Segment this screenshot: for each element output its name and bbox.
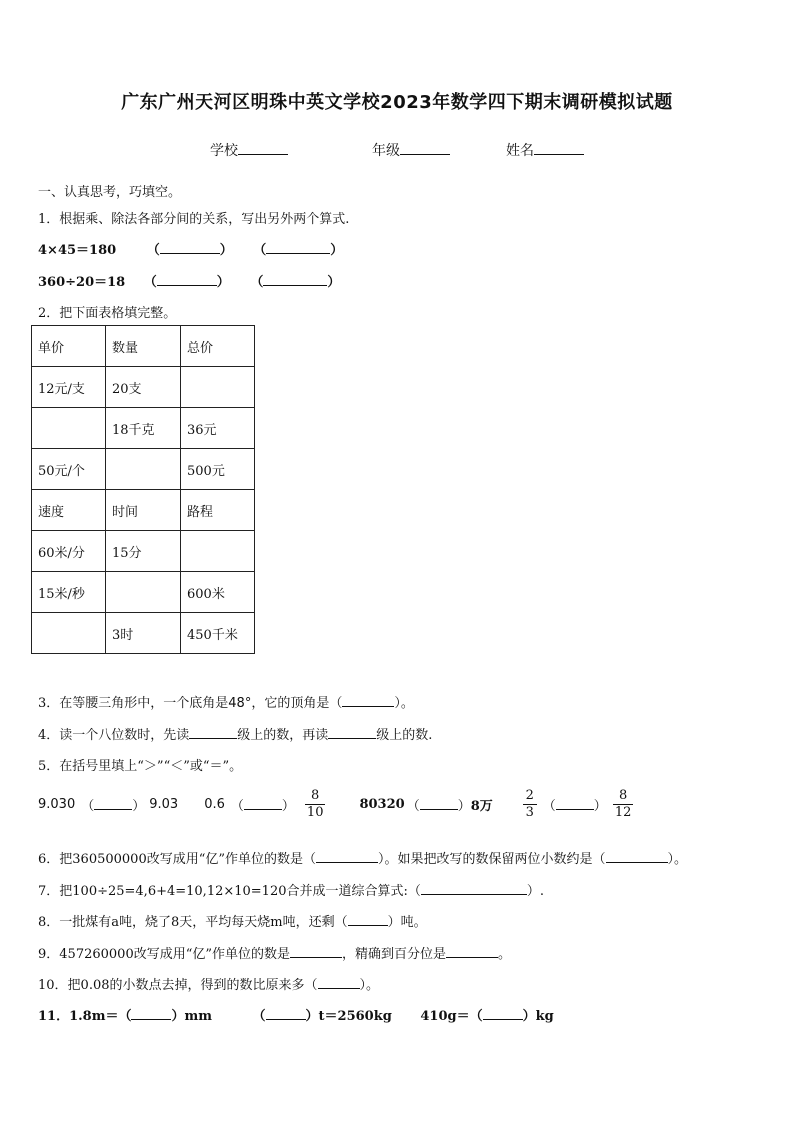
q2-table xyxy=(31,325,255,654)
q5-items xyxy=(38,788,633,820)
q4-text-a: 4．读一个八位数时，先读 xyxy=(38,728,190,743)
q6-blank-2[interactable] xyxy=(606,850,668,863)
q1-row-2 xyxy=(38,271,340,290)
table-cell: 数量 xyxy=(106,326,181,367)
q6-text-b: ）。如果把改写的数保留两位小数约是（ xyxy=(378,852,606,867)
q11-text-c2: ）kg xyxy=(522,1009,554,1024)
q5-item1-answer[interactable]: （ ） xyxy=(81,798,146,814)
fraction-denominator: 3 xyxy=(525,804,534,820)
q10-text-b: ）。 xyxy=(359,978,380,993)
table-cell[interactable] xyxy=(32,408,106,449)
table-row xyxy=(32,408,255,449)
grade-field xyxy=(372,140,450,160)
q11-text-c1: 410g＝（ xyxy=(420,1009,483,1024)
table-cell[interactable] xyxy=(181,531,255,572)
q5-item3-left: 80320 xyxy=(359,796,405,812)
q3 xyxy=(38,692,414,711)
q4-text-c: 级上的数. xyxy=(376,728,433,743)
table-row xyxy=(32,613,255,654)
table-cell: 路程 xyxy=(181,490,255,531)
fraction-numerator: 8 xyxy=(311,788,320,803)
q6-blank-1[interactable] xyxy=(316,850,378,863)
grade-label: 年级 xyxy=(372,143,400,159)
table-cell: 3时 xyxy=(106,613,181,654)
school-field xyxy=(210,140,288,160)
q5-item1-left: 9.030 xyxy=(38,796,76,812)
table-cell[interactable] xyxy=(106,449,181,490)
table-cell: 500元 xyxy=(181,449,255,490)
table-cell: 速度 xyxy=(32,490,106,531)
q5-item4-fraction-left xyxy=(523,788,537,820)
name-blank[interactable] xyxy=(534,140,584,155)
q9-text-a: 9．457260000改写成用“亿”作单位的数是 xyxy=(38,947,291,962)
table-cell: 60米/分 xyxy=(32,531,106,572)
table-row xyxy=(32,531,255,572)
q5-item2-answer[interactable]: （ ） xyxy=(230,798,295,814)
q1-row-1 xyxy=(38,239,343,258)
q4-blank-1[interactable] xyxy=(189,726,237,739)
q4 xyxy=(38,724,432,743)
q8-text-a: 8．一批煤有a吨，烧了8天，平均每天烧m吨，还剩（ xyxy=(38,915,348,930)
q11 xyxy=(38,1005,554,1024)
q1-stem: 1．根据乘、除法各部分间的关系，写出另外两个算式. xyxy=(38,212,350,227)
table-cell: 单价 xyxy=(32,326,106,367)
q5-item3-right: 8万 xyxy=(470,798,493,814)
section-heading: 一、认真思考，巧填空。 xyxy=(38,185,182,200)
q6-text-c: ）。 xyxy=(667,852,688,867)
q5-item1-right: 9.03 xyxy=(149,796,179,812)
q5-item4-fraction-right xyxy=(613,788,634,820)
table-cell: 18千克 xyxy=(106,408,181,449)
q3-blank[interactable] xyxy=(342,694,394,707)
fraction-numerator: 8 xyxy=(618,788,628,803)
q9-blank-1[interactable] xyxy=(290,945,342,958)
table-row xyxy=(32,572,255,613)
table-row xyxy=(32,449,255,490)
table-cell: 50元/个 xyxy=(32,449,106,490)
table-cell: 15米/秒 xyxy=(32,572,106,613)
q2-stem: 2．把下面表格填完整。 xyxy=(38,306,177,321)
q7-text-a: 7．把100÷25=4,6+4=10,12×10=120合并成一道综合算式:（ xyxy=(38,884,421,899)
table-cell: 600米 xyxy=(181,572,255,613)
table-row xyxy=(32,490,255,531)
q3-text-b: ，它的顶角是（ xyxy=(251,696,343,711)
table-cell: 15分 xyxy=(106,531,181,572)
table-cell[interactable] xyxy=(106,572,181,613)
school-label: 学校 xyxy=(210,143,238,159)
q8 xyxy=(38,911,427,930)
q3-degree: 48° xyxy=(228,696,252,711)
q3-text-a: 3．在等腰三角形中，一个底角是 xyxy=(38,696,229,711)
q11-blank-2[interactable] xyxy=(266,1007,306,1020)
q7-blank[interactable] xyxy=(421,882,527,895)
grade-blank[interactable] xyxy=(400,140,450,155)
q1-equation-2: 360÷20＝18 xyxy=(38,275,126,290)
q9-text-b: ，精确到百分位是 xyxy=(342,947,447,962)
q3-text-c: ）。 xyxy=(394,696,414,711)
table-cell: 20支 xyxy=(106,367,181,408)
q5-item3-answer[interactable]: （ ） xyxy=(406,798,471,814)
q1-answer-2a[interactable]: （ ） xyxy=(143,275,230,290)
q1-answer-1b[interactable]: （ ） xyxy=(253,243,344,258)
q4-text-b: 级上的数，再读 xyxy=(237,728,329,743)
q11-text-a1: 11．1.8m＝（ xyxy=(38,1009,132,1024)
q11-text-b1: （ xyxy=(252,1009,266,1024)
table-cell: 时间 xyxy=(106,490,181,531)
q10-text-a: 10．把0.08的小数点去掉，得到的数比原来多（ xyxy=(38,978,318,993)
q11-blank-3[interactable] xyxy=(483,1007,523,1020)
q4-blank-2[interactable] xyxy=(328,726,376,739)
q7 xyxy=(38,880,544,899)
fraction-numerator: 2 xyxy=(525,788,534,803)
q1-answer-1a[interactable]: （ ） xyxy=(146,243,233,258)
table-cell[interactable] xyxy=(181,367,255,408)
q5-stem: 5．在括号里填上“＞”“＜”或“＝”。 xyxy=(38,759,243,774)
name-label: 姓名 xyxy=(506,143,534,159)
q10 xyxy=(38,974,379,993)
page-title: 广东广州天河区明珠中英文学校2023年数学四下期末调研模拟试题 xyxy=(121,92,673,113)
table-cell: 12元/支 xyxy=(32,367,106,408)
q9 xyxy=(38,943,511,962)
q8-blank[interactable] xyxy=(348,913,388,926)
q5-item2-left: 0.6 xyxy=(204,796,225,812)
q6-text-a: 6．把360500000改写成用“亿”作单位的数是（ xyxy=(38,852,317,867)
table-cell: 总价 xyxy=(181,326,255,367)
table-cell[interactable] xyxy=(32,613,106,654)
table-row xyxy=(32,367,255,408)
q1-equation-1: 4×45＝180 xyxy=(38,243,117,258)
fraction-denominator: 10 xyxy=(306,804,324,820)
q9-text-c: 。 xyxy=(498,947,512,962)
q7-text-b: ）. xyxy=(526,884,545,899)
fraction-denominator: 12 xyxy=(614,804,632,820)
table-row xyxy=(32,326,255,367)
q1-answer-2b[interactable]: （ ） xyxy=(250,275,341,290)
q10-blank[interactable] xyxy=(318,976,360,989)
q5-item4-answer[interactable]: （ ） xyxy=(542,798,607,814)
q11-text-a2: ）mm xyxy=(171,1009,212,1024)
q5-item2-fraction xyxy=(305,788,326,820)
q9-blank-2[interactable] xyxy=(446,945,498,958)
q11-text-b2: ）t＝2560kg xyxy=(305,1009,392,1024)
table-cell: 36元 xyxy=(181,408,255,449)
q6 xyxy=(38,848,687,867)
q11-blank-1[interactable] xyxy=(131,1007,171,1020)
q8-text-b: ）吨。 xyxy=(387,915,427,930)
school-blank[interactable] xyxy=(238,140,288,155)
table-cell: 450千米 xyxy=(181,613,255,654)
name-field xyxy=(506,140,584,160)
